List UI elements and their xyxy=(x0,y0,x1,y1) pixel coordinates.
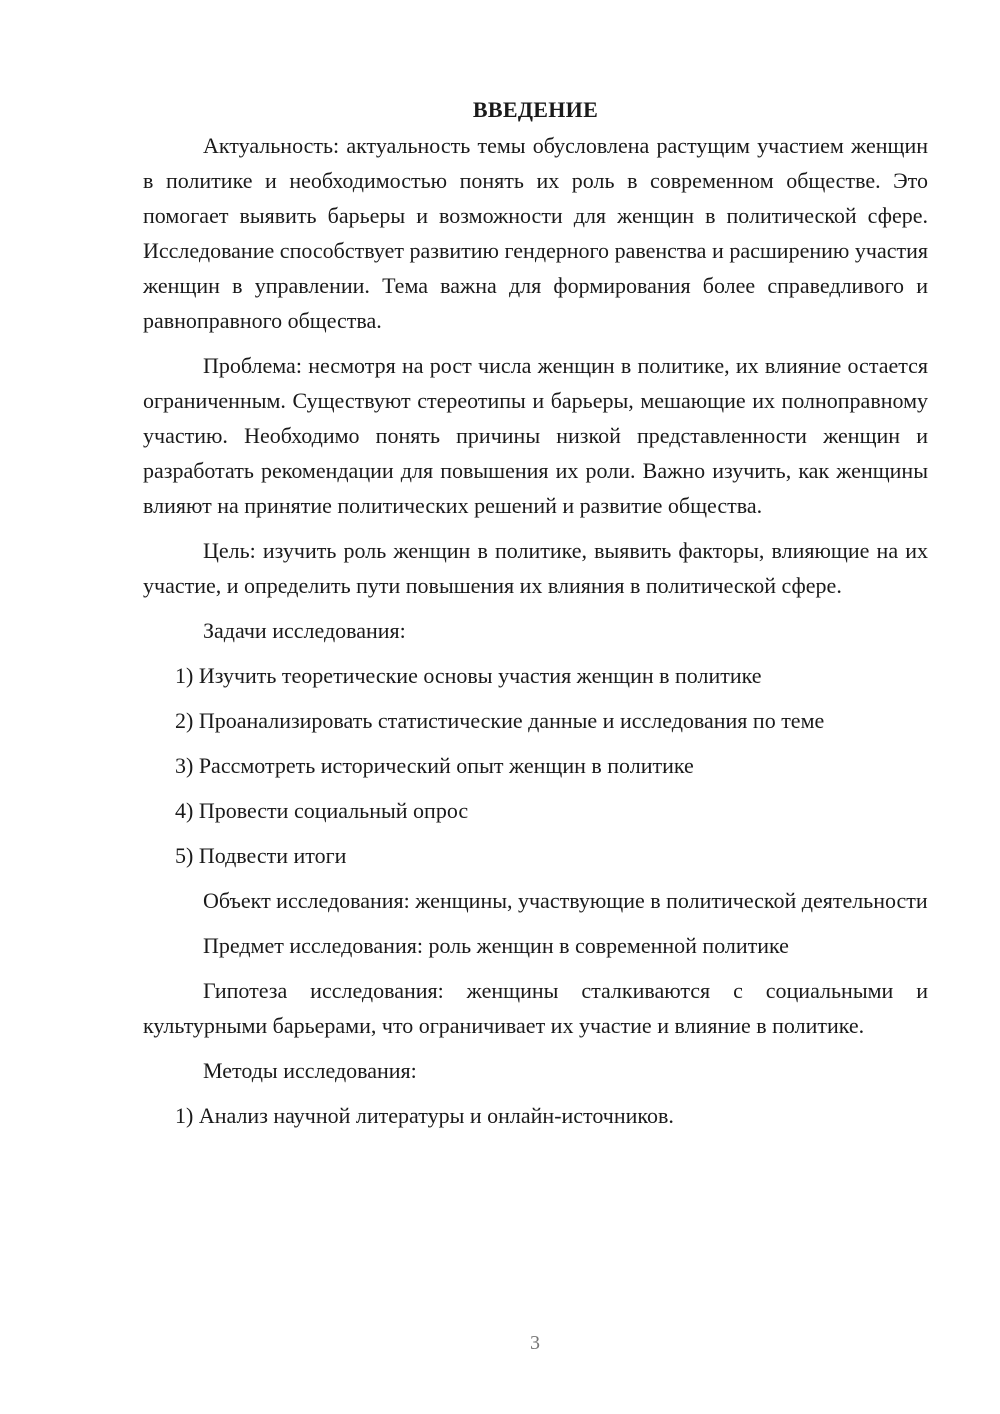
methods-heading: Методы исследования: xyxy=(203,1058,417,1083)
goal-paragraph: Цель: изучить роль женщин в политике, выявить факторы, влияющие на их участие, и определить пути повышения их влияния в политической сфере. xyxy=(143,538,928,598)
list-item: 4) Провести социальный опрос xyxy=(175,798,469,823)
problem-paragraph: Проблема: несмотря на рост числа женщин в политике, их влияние остается ограниченным. Существуют стереотипы и барьеры, мешающие их полноправному участию. Необходимо понять причины низкой представленности женщин и разработать рекомендации для повышения их роли. Важно изучить, как женщины влияют на принятие политических решений и развитие общества. xyxy=(143,353,928,518)
relevance-paragraph: Актуальность: актуальность темы обусловлена растущим участием женщин в политике и необходимостью понять их роль в современном обществе. Это помогает выявить барьеры и возможности для женщин в политической сфере. Исследование способствует развитию гендерного равенства и расширению участия женщин в управлении. Тема важна для формирования более справедливого и равноправного общества. xyxy=(143,133,928,333)
list-item: 1) Изучить теоретические основы участия женщин в политике xyxy=(175,663,762,688)
subject-paragraph: Предмет исследования: роль женщин в современной политике xyxy=(203,933,789,958)
tasks-heading: Задачи исследования: xyxy=(203,618,406,643)
list-item: 5) Подвести итоги xyxy=(175,843,347,868)
list-item: 1) Анализ научной литературы и онлайн-источников. xyxy=(175,1103,674,1128)
object-paragraph: Объект исследования: женщины, участвующие в политической деятельности xyxy=(203,888,928,913)
hypothesis-paragraph: Гипотеза исследования: женщины сталкиваются с социальными и культурными барьерами, что ограничивает их участие и влияние в политике. xyxy=(143,978,928,1038)
document-page xyxy=(143,92,928,1133)
list-item: 2) Проанализировать статистические данные и исследования по теме xyxy=(175,708,825,733)
list-item: 3) Рассмотреть исторический опыт женщин в политике xyxy=(175,753,694,778)
section-heading: ВВЕДЕНИЕ xyxy=(472,97,599,122)
page-number: 3 xyxy=(530,1332,540,1354)
